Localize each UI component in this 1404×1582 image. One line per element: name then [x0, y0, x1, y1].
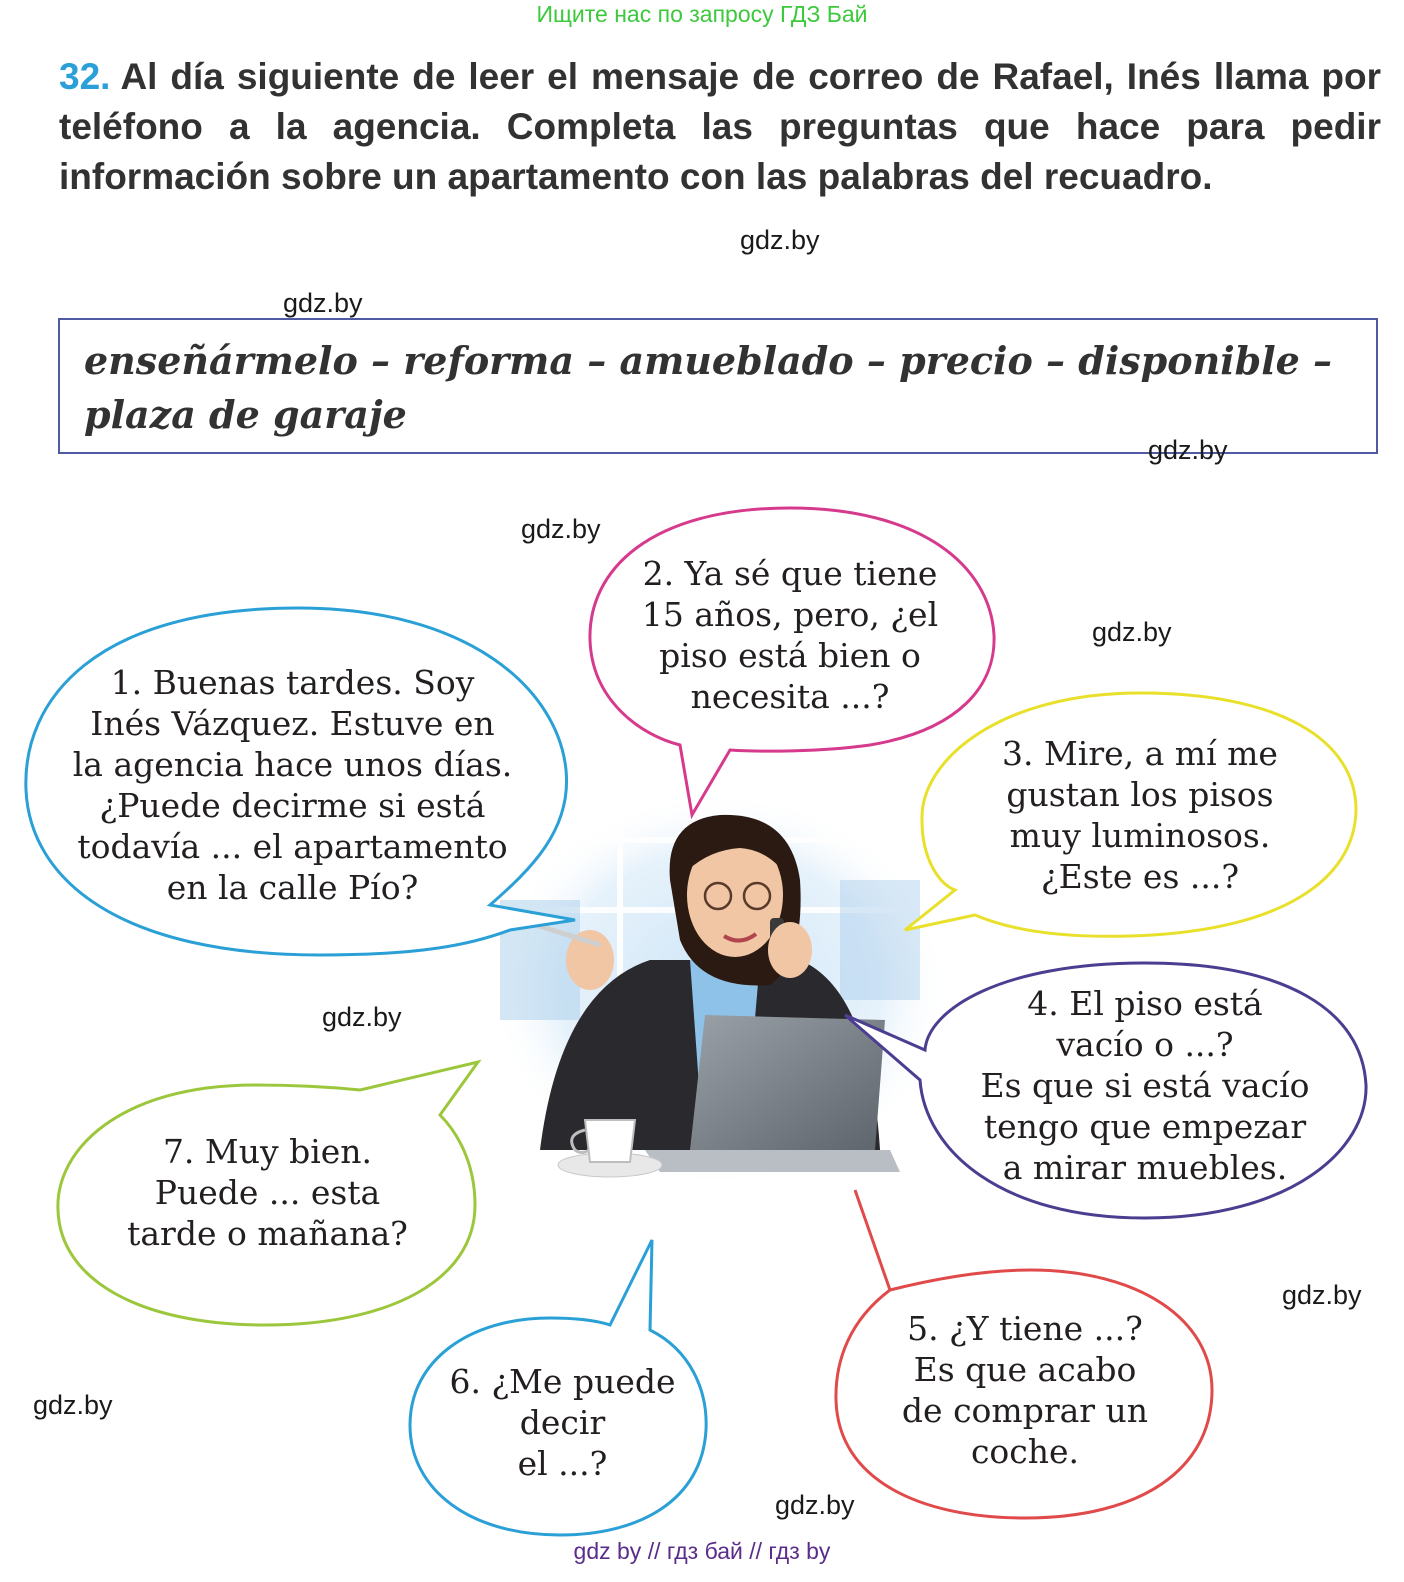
bubble-7-label: 7. Muy bien. Puede ... esta tarde o mañana?: [127, 1132, 408, 1253]
watermark: gdz.by: [740, 225, 820, 255]
watermark: gdz.by: [521, 514, 601, 544]
watermark: gdz.by: [322, 1002, 402, 1032]
bubble-4-label: 4. El piso está vacío o ...? Es que si está vacío tengo que empezar a mirar muebles.: [980, 983, 1310, 1187]
bubble-1-text: [60, 660, 525, 910]
bubble-2-label: 2. Ya sé que tiene 15 años, pero, ¿el piso está bien o necesita ...?: [641, 554, 939, 716]
watermark: gdz.by: [775, 1490, 855, 1520]
bubble-4-text: [960, 980, 1330, 1190]
exercise-instruction: Al día siguiente de leer el mensaje de correo de Rafael, Inés llama por teléfono a la agencia. Completa las preguntas que hace para pedir información sobre un apartamento con las palabras del recuadro.: [59, 56, 1381, 197]
bubble-6-label: 6. ¿Me puede decir el ...?: [449, 1362, 676, 1483]
top-banner[interactable]: Ищите нас по запросу ГДЗ Бай: [536, 1, 868, 27]
bubble-6-text: [425, 1355, 700, 1490]
watermark: gdz.by: [1092, 617, 1172, 647]
footer-links[interactable]: gdz by // гдз бай // гдз by: [573, 1538, 831, 1564]
bubble-2-text: [610, 550, 970, 720]
watermark: gdz.by: [33, 1390, 113, 1420]
bubble-3-label: 3. Mire, a mí me gustan los pisos muy luminosos. ¿Este es ...?: [1002, 734, 1278, 896]
watermark: gdz.by: [1148, 435, 1228, 465]
word-list: enseñármelo – reforma – amueblado – precio – disponible – plaza de garaje: [84, 338, 1333, 437]
bubble-5-label: 5. ¿Y tiene ...? Es que acabo de comprar un coche.: [901, 1309, 1149, 1471]
watermark: gdz.by: [1282, 1280, 1362, 1310]
bubble-1-label: 1. Buenas tardes. Soy Inés Vázquez. Estuve en la agencia hace unos días. ¿Puede decirme si está todavía ... el apartamento en la calle Pío?: [72, 663, 513, 907]
exercise-number: 32.: [59, 56, 111, 97]
bubble-5-text: [860, 1305, 1190, 1475]
bubble-7-text: [80, 1125, 455, 1260]
watermark: gdz.by: [283, 288, 363, 318]
bubble-3-text: [960, 730, 1320, 900]
